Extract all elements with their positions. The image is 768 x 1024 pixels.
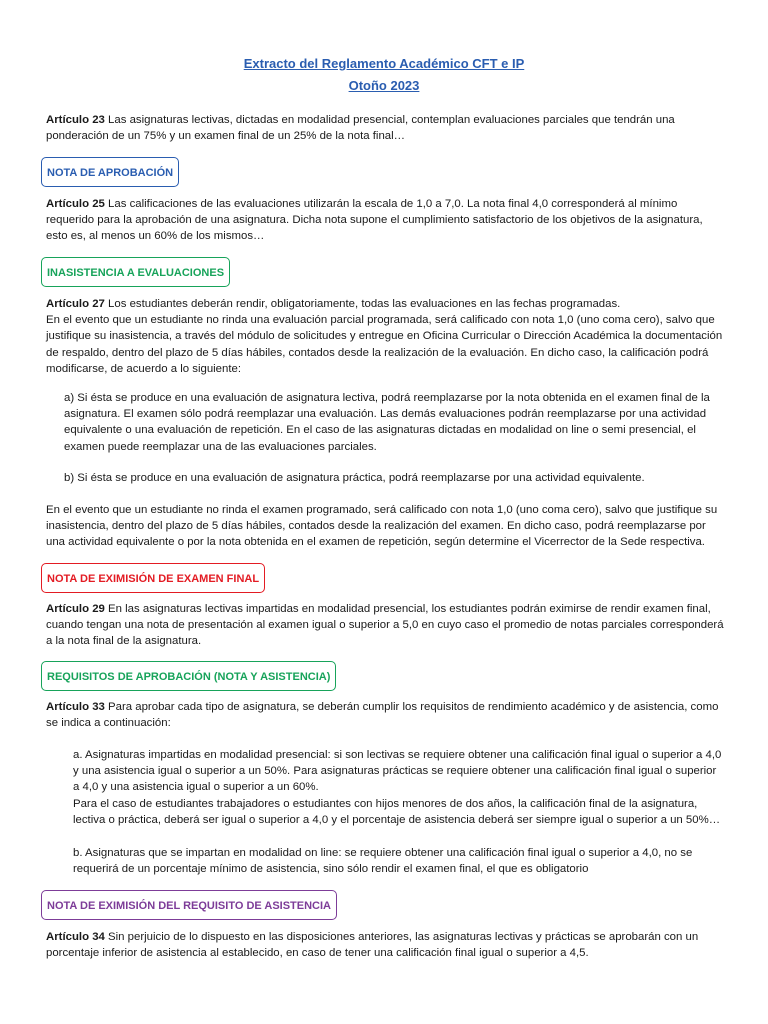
section-requisitos: REQUISITOS DE APROBACIÓN (NOTA Y ASISTENCIA): [41, 661, 336, 691]
article-text: Para aprobar cada tipo de asignatura, se deberán cumplir los requisitos de rendimiento académico y de asistencia, como se indica a continuación:: [46, 701, 719, 730]
section-inasistencia: INASISTENCIA A EVALUACIONES: [41, 257, 230, 287]
article-27: [46, 296, 724, 377]
section-eximicion-asistencia: NOTA DE EXIMISIÓN DEL REQUISITO DE ASISTENCIA: [41, 890, 337, 920]
article-label: Artículo 34: [46, 931, 105, 943]
article-label: Artículo 33: [46, 701, 105, 713]
document-title: Extracto del Reglamento Académico CFT e IP: [243, 56, 525, 71]
article-29: [46, 601, 724, 650]
article-25: [46, 196, 724, 245]
article-text: Los estudiantes deberán rendir, obligatoriamente, todas las evaluaciones en las fechas programadas.: [104, 298, 621, 310]
article-label: Artículo 25: [46, 198, 105, 210]
article-33-item-a: [73, 747, 724, 828]
item-text: Para el caso de estudiantes trabajadores o estudiantes con hijos menores de dos años, la calificación final de la asignatura, lectiva o práctica, deberá ser igual o superior a 4,0 y el porcentaje de asistencia deberá ser siempre igual o superior a un 50%…: [73, 797, 721, 826]
article-text: Las asignaturas lectivas, dictadas en modalidad presencial, contemplan evaluaciones parciales que tendrán una ponderación de un 75% y un examen final de un 25% de la nota final…: [46, 114, 675, 143]
document-subtitle: Otoño 2023: [348, 78, 420, 93]
article-23: [46, 112, 724, 144]
section-nota-aprobacion: NOTA DE APROBACIÓN: [41, 157, 179, 187]
item-text: a. Asignaturas impartidas en modalidad presencial: si son lectivas se requiere obtener una calificación final igual o superior a 4,0 y una asistencia igual o superior a un 50%. Para asignaturas prácticas se requiere obtener una calificación final igual o superior a 4,0 y una asistencia igual o superior a un 60%.: [73, 749, 722, 794]
article-33: [46, 699, 724, 731]
article-label: Artículo 23: [46, 114, 105, 126]
article-text: En las asignaturas lectivas impartidas en modalidad presencial, los estudiantes podrán eximirse de rendir examen final, cuando tengan una nota de presentación al examen igual o superior a 5,0 en cuyo caso el promedio de notas parciales corresponderá a la nota final de la asignatura.: [46, 603, 724, 648]
article-27-item-b: b) Si ésta se produce en una evaluación de asignatura práctica, podrá reemplazarse por una actividad equivalente.: [64, 472, 645, 484]
article-label: Artículo 27: [46, 298, 105, 310]
article-text: Las calificaciones de las evaluaciones utilizarán la escala de 1,0 a 7,0. La nota final 4,0 corresponderá al mínimo requerido para la aprobación de una asignatura. Dicha nota supone el cumplimiento satisfactorio de los objetivos de la asignatura, esto es, al menos un 60% de los mismos…: [46, 198, 703, 243]
section-eximicion-examen: NOTA DE EXIMISIÓN DE EXAMEN FINAL: [41, 563, 265, 593]
article-paragraph: En el evento que un estudiante no rinda una evaluación parcial programada, será calificado con nota 1,0 (uno coma cero), salvo que justifique su inasistencia, a través del módulo de solicitudes y entregue en Oficina Curricular o Dirección Académica la documentación de respaldo, dentro del plazo de 5 días hábiles, contados desde la realización de la evaluación. En dicho caso, la calificación podrá modificarse, de acuerdo a lo siguiente:: [46, 314, 723, 375]
article-27-paragraph-examen: En el evento que un estudiante no rinda el examen programado, será calificado con nota 1,0 (uno coma cero), salvo que justifique su inasistencia, dentro del plazo de 5 días hábiles, contados desde la realización del examen. En dicho caso, podrá reemplazarse por una actividad equivalente o por la nota obtenida en el examen de repetición, según determine el Vicerrector de la Sede respectiva.: [46, 504, 718, 549]
article-text: Sin perjuicio de lo dispuesto en las disposiciones anteriores, las asignaturas lectivas y prácticas se aprobarán con un porcentaje inferior de asistencia al establecido, en caso de tener una calificación final igual o superior a 4,5.: [46, 931, 699, 960]
article-27-item-a: a) Si ésta se produce en una evaluación de asignatura lectiva, podrá reemplazarse por la nota obtenida en el examen final de la asignatura. El examen sólo podrá reemplazar una evaluación. Las demás evaluaciones podrán reemplazarse por una actividad equivalente o una evaluación de repetición. En el caso de las asignaturas dictadas en modalidad on line o semi presencial, el examen puede reemplazar una de las evaluaciones parciales.: [64, 392, 710, 453]
article-33-item-b: b. Asignaturas que se impartan en modalidad on line: se requiere obtener una calificación final igual o superior a 4,0, no se requerirá de un porcentaje mínimo de asistencia, sino sólo rendir el examen final, el que es obligatorio: [73, 847, 693, 876]
article-34: [46, 929, 724, 961]
article-label: Artículo 29: [46, 603, 105, 615]
